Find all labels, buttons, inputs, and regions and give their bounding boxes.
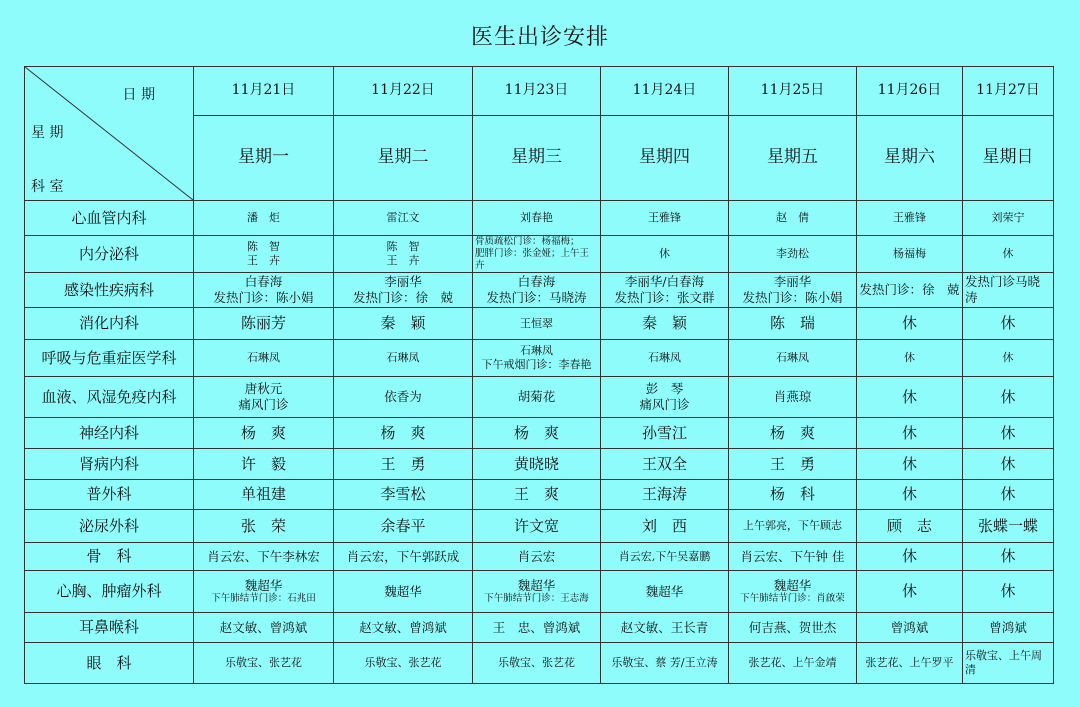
schedule-cell [473, 236, 601, 273]
schedule-cell [963, 480, 1054, 510]
schedule-cell [729, 613, 857, 643]
cell-line: 王 忠、曾鸿斌 [492, 619, 581, 635]
schedule-cell [963, 377, 1054, 418]
schedule-cell [334, 613, 473, 643]
schedule-cell [963, 201, 1054, 236]
schedule-cell [334, 236, 473, 273]
schedule-cell [729, 308, 857, 340]
schedule-cell [334, 449, 473, 480]
cell-line: 王 卉 [386, 254, 420, 267]
schedule-cell [473, 418, 601, 449]
schedule-row [25, 201, 1054, 236]
cell-line: 石琳凤 [520, 344, 553, 358]
cell-line: 张艺花、上午金靖 [748, 656, 837, 670]
weekday-header: 星期六 [857, 116, 963, 201]
cell-line: 李劲松 [776, 247, 809, 261]
schedule-cell [729, 449, 857, 480]
cell-line: 彭 琴 [645, 381, 684, 397]
cell-line: 休 [1000, 314, 1016, 333]
dept-name: 心血管内科 [25, 201, 194, 236]
schedule-cell [601, 643, 729, 684]
schedule-cell [194, 201, 334, 236]
schedule-cell [963, 418, 1054, 449]
cell-line: 白春海 [517, 274, 556, 290]
schedule-cell [194, 236, 334, 273]
cell-line: 刘春艳 [520, 211, 553, 225]
cell-line: 休 [1000, 454, 1016, 473]
corner-weekday-label: 星 期 [31, 125, 64, 141]
schedule-cell [601, 418, 729, 449]
schedule-cell [729, 543, 857, 571]
dept-name: 肾病内科 [25, 449, 194, 480]
schedule-cell [963, 308, 1054, 340]
weekday-header: 星期一 [194, 116, 334, 201]
schedule-cell [601, 201, 729, 236]
weekday-header: 星期三 [473, 116, 601, 201]
cell-line: 休 [1002, 351, 1014, 365]
date-header: 11月22日 [334, 67, 473, 116]
schedule-cell [334, 543, 473, 571]
cell-line: 王海涛 [641, 485, 687, 504]
schedule-cell [963, 449, 1054, 480]
schedule-cell [194, 418, 334, 449]
cell-line: 休 [659, 247, 670, 261]
cell-line: 休 [901, 582, 917, 601]
cell-line: 乐敬宝、张艺花 [498, 656, 575, 670]
cell-line: 王雅锋 [893, 211, 926, 225]
cell-line: 魏超华 [384, 583, 422, 599]
schedule-cell [601, 308, 729, 340]
cell-line: 发热门诊：徐 兢 [859, 282, 960, 298]
cell-line: 发热门诊：徐 兢 [352, 290, 453, 305]
schedule-cell [963, 273, 1054, 308]
schedule-cell [857, 236, 963, 273]
schedule-cell [194, 643, 334, 684]
cell-line: 余春平 [380, 516, 426, 535]
schedule-row [25, 510, 1054, 543]
cell-line: 乐敬宝、上午周清 [965, 649, 1042, 676]
schedule-row [25, 480, 1054, 510]
schedule-cell [601, 377, 729, 418]
cell-line: 下午戒烟门诊：李春艳 [481, 358, 592, 371]
schedule-cell [729, 418, 857, 449]
cell-line: 胡菊花 [517, 389, 556, 405]
cell-line: 潘 炬 [247, 211, 280, 225]
schedule-cell [601, 613, 729, 643]
cell-line: 王雅锋 [648, 211, 681, 225]
schedule-cell [857, 571, 963, 613]
cell-line: 痛风门诊 [639, 397, 690, 412]
cell-line: 王恒翠 [520, 316, 553, 330]
cell-line: 秦 颖 [380, 314, 426, 333]
cell-line: 发热门诊：陈小娟 [742, 290, 843, 305]
dept-name: 普外科 [25, 480, 194, 510]
cell-line: 休 [1000, 582, 1016, 601]
schedule-cell [601, 543, 729, 571]
cell-line: 陈 智 [386, 240, 420, 254]
cell-line: 休 [904, 351, 915, 365]
cell-line: 依香为 [384, 389, 422, 405]
schedule-cell [857, 613, 963, 643]
cell-line: 顾 志 [886, 516, 932, 535]
schedule-cell [963, 236, 1054, 273]
schedule-cell [473, 377, 601, 418]
schedule-cell [857, 340, 963, 377]
cell-line: 魏超华 [773, 577, 812, 593]
schedule-cell [194, 377, 334, 418]
schedule-cell [194, 273, 334, 308]
cell-line: 发热门诊：张文群 [614, 290, 715, 305]
schedule-cell [473, 201, 601, 236]
schedule-cell [334, 201, 473, 236]
cell-line: 休 [901, 454, 917, 473]
cell-line: 李雪松 [380, 485, 426, 504]
schedule-cell [857, 201, 963, 236]
cell-line: 发热门诊马晓涛 [965, 274, 1041, 305]
dept-name: 消化内科 [25, 308, 194, 340]
cell-line: 休 [901, 547, 917, 566]
schedule-cell [473, 273, 601, 308]
schedule-cell [473, 510, 601, 543]
schedule-cell [857, 273, 963, 308]
dept-name: 呼吸与危重症医学科 [25, 340, 194, 377]
schedule-cell [857, 377, 963, 418]
schedule-cell [473, 643, 601, 684]
schedule-cell [729, 340, 857, 377]
schedule-cell [857, 480, 963, 510]
cell-line: 肥胖门诊：张金娅；上午王卉 [475, 248, 590, 271]
cell-line: 肖云宏 [517, 548, 556, 564]
cell-line: 石琳凤 [386, 351, 420, 365]
schedule-cell [194, 510, 334, 543]
cell-line: 陈丽芳 [240, 314, 286, 333]
schedule-cell [194, 308, 334, 340]
cell-line: 秦 颖 [641, 314, 687, 333]
cell-line: 石琳凤 [776, 351, 809, 365]
schedule-cell [963, 543, 1054, 571]
schedule-cell [473, 449, 601, 480]
cell-line: 乐敬宝、蔡 芳/王立涛 [611, 656, 718, 670]
cell-line: 杨 爽 [769, 423, 815, 442]
schedule-cell [334, 377, 473, 418]
cell-line: 魏超华 [244, 577, 283, 593]
schedule-row [25, 543, 1054, 571]
schedule-row [25, 571, 1054, 613]
cell-line: 休 [901, 387, 917, 406]
dept-name: 内分泌科 [25, 236, 194, 273]
cell-line: 张 荣 [240, 516, 286, 535]
cell-line: 赵文敏、曾鸿斌 [219, 619, 308, 635]
cell-line: 休 [901, 485, 917, 504]
cell-line: 王 卉 [247, 254, 280, 267]
dept-name: 心胸、肿瘤外科 [25, 571, 194, 613]
cell-line: 上午郭亮，下午顾志 [743, 519, 842, 533]
dept-name: 眼 科 [25, 643, 194, 684]
cell-line: 石琳凤 [247, 351, 280, 365]
schedule-cell [963, 571, 1054, 613]
schedule-cell [729, 480, 857, 510]
schedule-cell [334, 643, 473, 684]
schedule-cell [194, 571, 334, 613]
date-header: 11月23日 [473, 67, 601, 116]
cell-line: 陈 瑞 [769, 314, 815, 333]
schedule-cell [857, 418, 963, 449]
cell-line: 雷江文 [386, 211, 420, 225]
cell-line: 乐敬宝、张艺花 [225, 656, 302, 670]
schedule-cell [473, 543, 601, 571]
schedule-row [25, 643, 1054, 684]
schedule-cell [729, 273, 857, 308]
schedule-cell [729, 571, 857, 613]
cell-line: 肖云宏,下午吴嘉鹏 [618, 549, 711, 563]
cell-line: 王 勇 [380, 454, 426, 473]
cell-line: 杨 爽 [240, 423, 286, 442]
schedule-cell [729, 643, 857, 684]
cell-line: 下午肺结节门诊：王志海 [484, 593, 589, 605]
cell-line: 下午肺结节门诊：肖啟荣 [740, 593, 845, 605]
header-date-row [25, 67, 1054, 116]
schedule-cell [857, 543, 963, 571]
cell-line: 唐秋元 [244, 381, 283, 397]
schedule-cell [334, 273, 473, 308]
schedule-cell [857, 308, 963, 340]
cell-line: 赵文敏、曾鸿斌 [359, 619, 447, 635]
schedule-cell [601, 236, 729, 273]
schedule-cell [334, 571, 473, 613]
schedule-cell [473, 340, 601, 377]
schedule-cell [601, 571, 729, 613]
schedule-cell [473, 571, 601, 613]
page-title: 医生出诊安排 [470, 25, 609, 50]
cell-line: 休 [1000, 547, 1016, 566]
cell-line: 白春海 [244, 274, 283, 290]
schedule-cell [963, 613, 1054, 643]
date-header: 11月27日 [963, 67, 1054, 116]
cell-line: 单祖建 [240, 485, 286, 504]
cell-line: 孙雪江 [641, 423, 687, 442]
date-header: 11月26日 [857, 67, 963, 116]
cell-line: 杨 科 [769, 485, 815, 504]
schedule-cell [963, 643, 1054, 684]
schedule-table [24, 66, 1054, 684]
schedule-cell [729, 201, 857, 236]
cell-line: 肖燕琼 [773, 389, 812, 405]
dept-name: 血液、风湿免疫内科 [25, 377, 194, 418]
date-header: 11月24日 [601, 67, 729, 116]
weekday-header: 星期日 [963, 116, 1054, 201]
schedule-cell [729, 510, 857, 543]
cell-line: 发热门诊：马晓涛 [486, 290, 587, 305]
cell-line: 杨 爽 [513, 423, 559, 442]
schedule-row [25, 449, 1054, 480]
cell-line: 王 爽 [513, 485, 559, 504]
schedule-cell [334, 480, 473, 510]
cell-line: 赵 倩 [776, 211, 809, 225]
schedule-cell [194, 543, 334, 571]
cell-line: 休 [1002, 247, 1014, 261]
cell-line: 王 勇 [769, 454, 815, 473]
schedule-cell [857, 449, 963, 480]
cell-line: 休 [1000, 423, 1016, 442]
cell-line: 魏超华 [517, 577, 556, 593]
cell-line: 张蝶一蝶 [977, 516, 1038, 535]
cell-line: 刘荣宁 [991, 211, 1025, 225]
dept-name: 神经内科 [25, 418, 194, 449]
schedule-row [25, 613, 1054, 643]
cell-line: 张艺花、上午罗平 [865, 656, 954, 670]
cell-line: 肖云宏，下午郭跃成 [346, 548, 460, 564]
cell-line: 许文宽 [513, 516, 559, 535]
corner-dept-label: 科 室 [31, 179, 64, 195]
cell-line: 乐敬宝、张艺花 [364, 656, 442, 670]
schedule-cell [857, 643, 963, 684]
dept-name: 感染性疾病科 [25, 273, 194, 308]
cell-line: 肖云宏、下午钟 佳 [740, 548, 845, 564]
schedule-cell [194, 449, 334, 480]
schedule-cell [473, 308, 601, 340]
cell-line: 刘 西 [641, 516, 687, 535]
schedule-cell [194, 613, 334, 643]
cell-line: 曾鸿斌 [890, 619, 929, 635]
cell-line: 休 [1000, 485, 1016, 504]
schedule-cell [601, 340, 729, 377]
cell-line: 赵文敏、王长青 [620, 619, 709, 635]
cell-line: 许 毅 [240, 454, 286, 473]
schedule-cell [601, 510, 729, 543]
schedule-cell [963, 510, 1054, 543]
schedule-cell [473, 613, 601, 643]
cell-line: 休 [1000, 387, 1016, 406]
schedule-row [25, 377, 1054, 418]
schedule-cell [601, 480, 729, 510]
cell-line: 发热门诊：陈小娟 [213, 290, 314, 305]
date-header: 11月25日 [729, 67, 857, 116]
weekday-header: 星期二 [334, 116, 473, 201]
cell-line: 石琳凤 [648, 351, 681, 365]
schedule-cell [334, 418, 473, 449]
cell-line: 曾鸿斌 [989, 619, 1027, 635]
cell-line: 何吉燕、贺世杰 [748, 619, 837, 635]
schedule-cell [601, 449, 729, 480]
schedule-cell [729, 236, 857, 273]
weekday-header: 星期四 [601, 116, 729, 201]
date-header: 11月21日 [194, 67, 334, 116]
schedule-row [25, 273, 1054, 308]
cell-line: 痛风门诊 [238, 397, 289, 412]
schedule-cell [729, 377, 857, 418]
dept-name: 骨 科 [25, 543, 194, 571]
cell-line: 下午肺结节门诊：石兆田 [211, 593, 316, 605]
dept-name: 泌尿外科 [25, 510, 194, 543]
schedule-cell [473, 480, 601, 510]
dept-name: 耳鼻喉科 [25, 613, 194, 643]
schedule-row [25, 308, 1054, 340]
corner-cell [25, 67, 194, 201]
schedule-cell [334, 510, 473, 543]
schedule-cell [963, 340, 1054, 377]
cell-line: 杨 爽 [380, 423, 426, 442]
schedule-cell [857, 510, 963, 543]
cell-line: 李丽华 [384, 274, 422, 290]
cell-line: 休 [901, 423, 917, 442]
cell-line: 肖云宏、下午李林宏 [207, 548, 320, 564]
cell-line: 杨福梅 [893, 247, 926, 261]
cell-line: 骨质疏松门诊：杨福梅； [475, 236, 580, 248]
cell-line: 陈 智 [247, 240, 280, 254]
cell-line: 魏超华 [645, 583, 684, 599]
schedule-row [25, 236, 1054, 273]
weekday-header: 星期五 [729, 116, 857, 201]
schedule-row [25, 340, 1054, 377]
schedule-cell [334, 340, 473, 377]
cell-line: 王双全 [641, 454, 687, 473]
corner-date-label: 日 期 [122, 87, 155, 103]
cell-line: 黄晓晓 [513, 454, 559, 473]
schedule-cell [194, 340, 334, 377]
schedule-cell [334, 308, 473, 340]
cell-line: 休 [901, 314, 917, 333]
schedule-cell [601, 273, 729, 308]
cell-line: 李丽华 [773, 274, 812, 290]
schedule-cell [194, 480, 334, 510]
schedule-row [25, 418, 1054, 449]
cell-line: 李丽华/白春海 [624, 274, 705, 290]
